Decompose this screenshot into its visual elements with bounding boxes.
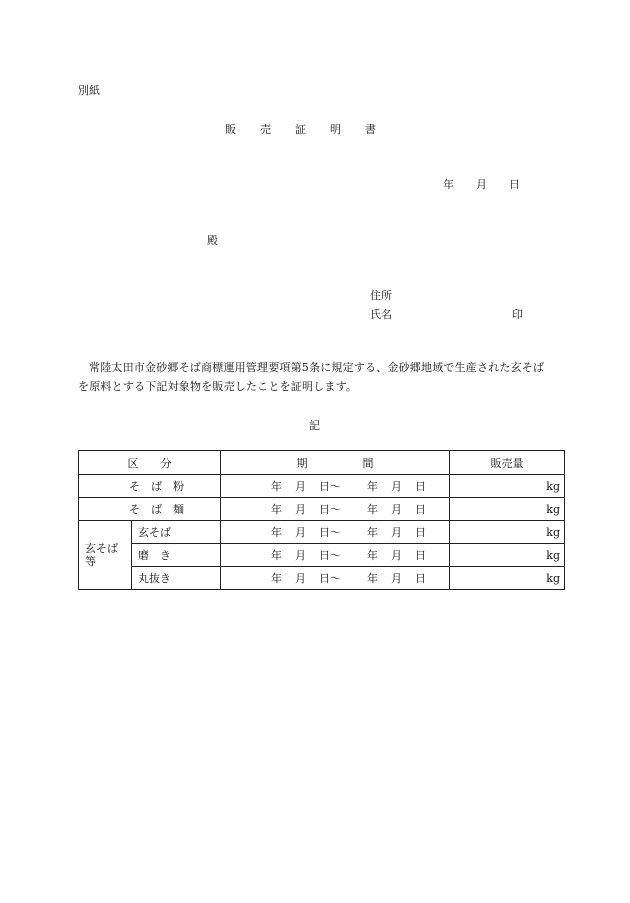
group-label (79, 521, 132, 590)
period-cell (221, 521, 450, 544)
seal-mark: 印 (512, 308, 523, 321)
period-day-from: 日〜 (319, 480, 341, 493)
title-char: 証 (295, 123, 306, 136)
title-char: 明 (330, 123, 341, 136)
period-year: 年 (271, 572, 282, 585)
table-row (79, 544, 565, 567)
date-month: 月 (476, 178, 487, 191)
row-label: 丸抜き (132, 567, 221, 590)
period-year: 年 (271, 526, 282, 539)
ki-heading: 記 (309, 419, 320, 432)
period-year: 年 (271, 549, 282, 562)
period-month: 月 (295, 503, 306, 516)
name-label: 氏名 (370, 308, 392, 321)
addressee-suffix: 殿 (207, 234, 218, 247)
period-year: 年 (271, 503, 282, 516)
period-day-from: 日〜 (319, 549, 341, 562)
sales-table (78, 450, 565, 590)
date-line (443, 176, 542, 192)
group-label-line2: 等 (85, 555, 96, 568)
period-cell (221, 544, 450, 567)
table-header-row (79, 451, 565, 475)
attachment-label: 別紙 (78, 84, 100, 97)
period-year: 年 (271, 480, 282, 493)
period-year: 年 (367, 480, 378, 493)
certification-text: 常陸太田市金砂郷そば商標運用管理要項第5条に規定する、金砂郷地域で生産された玄そばを原料とする下記対象物を販売したことを証明します。 (78, 361, 545, 393)
period-year: 年 (367, 503, 378, 516)
period-year: 年 (367, 526, 378, 539)
sales-cell: kg (450, 498, 565, 521)
period-cell (221, 498, 450, 521)
period-month: 月 (391, 549, 402, 562)
document-title (225, 121, 400, 137)
sales-cell: kg (450, 521, 565, 544)
table-row (79, 498, 565, 521)
period-month: 月 (391, 572, 402, 585)
table-row (79, 475, 565, 498)
period-month: 月 (295, 549, 306, 562)
period-day-from: 日〜 (319, 526, 341, 539)
period-day: 日 (415, 480, 426, 493)
period-day: 日 (415, 503, 426, 516)
period-day: 日 (415, 549, 426, 562)
sales-cell: kg (450, 544, 565, 567)
period-cell (221, 475, 450, 498)
table-row (79, 521, 565, 544)
date-day: 日 (509, 178, 520, 191)
date-year: 年 (443, 178, 454, 191)
period-day: 日 (415, 526, 426, 539)
header-period: 期 間 (221, 451, 450, 475)
period-day-from: 日〜 (319, 503, 341, 516)
header-category: 区 分 (79, 451, 221, 475)
period-cell (221, 567, 450, 590)
period-month: 月 (391, 480, 402, 493)
period-month: 月 (391, 503, 402, 516)
period-month: 月 (295, 572, 306, 585)
row-label: そ ば 粉 (79, 475, 221, 498)
period-day: 日 (415, 572, 426, 585)
title-char: 書 (365, 123, 376, 136)
group-label-line1: 玄そば (85, 542, 118, 555)
period-year: 年 (367, 549, 378, 562)
table-row (79, 567, 565, 590)
header-sales: 販売量 (450, 451, 565, 475)
sales-cell: kg (450, 567, 565, 590)
title-char: 売 (260, 123, 271, 136)
title-char: 販 (225, 123, 236, 136)
address-label: 住所 (370, 289, 392, 302)
period-month: 月 (295, 480, 306, 493)
row-label: そ ば 麺 (79, 498, 221, 521)
row-label: 玄そば (132, 521, 221, 544)
row-label: 磨 き (132, 544, 221, 567)
period-month: 月 (391, 526, 402, 539)
period-day-from: 日〜 (319, 572, 341, 585)
period-year: 年 (367, 572, 378, 585)
period-month: 月 (295, 526, 306, 539)
sales-cell: kg (450, 475, 565, 498)
